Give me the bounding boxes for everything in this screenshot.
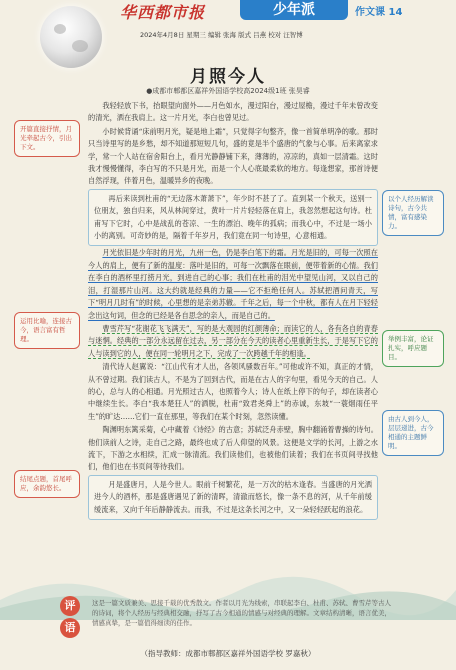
- moon-illustration: [40, 6, 102, 68]
- paragraph-1: 我轻轻放下书，抬眼望向窗外——月色如水，漫过阳台，漫过屋檐，漫过千年未曾改变的清光，洒在我肩上。这一片月光，李白也曾见过。: [88, 101, 378, 123]
- annotation-4: 结尾点题，首尾呼应，余韵悠长。: [14, 470, 80, 498]
- paragraph-4: 月光依旧是少年时的月光，九州一色，仍是李白笔下的霜。月光是旧的，可每一次照在今人的肩上，便有了新的温度：落叶是旧的，可每一次飘落在眼前，便带着新的心情。我们在李白的酒杯里打捞月光，到进自己的心事；我们在杜甫的泪光中望见山河，又以自己的泪，打湿那片山河。这大约就是经典的力量——它不拒绝任何人。苏轼把酒问青天，写下“明月几时有”的时候，心里想的是亲弟苏辙。千年之后，每一个中秋，都有人在月下轻轻念出这句词，但念的已经是各自思念的亲人，而是自己的。: [88, 248, 378, 320]
- annotation-2: 以个人经历解读诗句，古今共情，富有感染力。: [382, 190, 444, 236]
- paragraph-7: 陶渊明东篱采菊，心中藏着《诗经》的古意；苏轼泛舟赤壁，胸中翻涌着曹操的诗句。他们读前人之诗，走自己之路，最终也成了后人仰望的风景。这便是文学的长河，上游之水流下，下游之水相续，汇成一脉清流。我们读他们，也被他们读着；我们在书页间寻找他们，他们也在书页间等待我们。: [88, 425, 378, 472]
- column-badge: 少年派: [240, 0, 348, 20]
- annotation-6: 由古人到今人，层层递进，古今相通的主题鲜明。: [382, 410, 444, 456]
- teacher-comment: 这是一篇文质兼美、思接千载的优秀散文。作者以月光为线索，串联起李白、杜甫、苏轼、曹雪芹等古人的诗词，将个人经历与经典相交融，抒写了古今相通的情感与对经典的理解。文章结构清晰，语言优美，情感真挚，是一篇值得细读的佳作。: [92, 599, 391, 627]
- newspaper-logo: 华西都市报: [120, 3, 206, 22]
- issue-line: 2024年4月8日 星期三 编辑 张海 版式 吕燕 校对 汪智博: [140, 31, 303, 39]
- annotation-3: 运用比喻，连接古今，语言富有哲理。: [14, 312, 80, 349]
- comment-tag-char-1: 评: [60, 596, 80, 616]
- paragraph-8: 月是盛唐月，人是今世人。眼前千树繁花，是一万次的枯木逢春。当盛唐的月光洒进今人的酒杯，那是盛唐遇见了新的清晖，清澈而悠长，像一条不息的河，从千年前缓缓流来，又向千年后静静流去。而我，不过是这条长河之中，又一朵轻轻跃起的浪花。: [88, 475, 378, 520]
- annotation-5: 举例丰富，论证扎实，呼应题目。: [382, 330, 444, 367]
- article-byline: ●成都市郫都区嘉祥外国语学校高2024级1班 张昊睿: [146, 87, 310, 95]
- instructor-credit: （指导教师：成都市郫都区嘉祥外国语学校 罗嘉秋）: [140, 649, 316, 658]
- paragraph-5: 曹雪芹写“花谢花飞飞满天”，写的是大观园的红颜薄命；而读它的人，各有各自的青春与迷惘。经典的一部分永远留在过去，另一部分在今天的读者心里重新生长，于是写下它的人与读到它的人，便在同一轮明月之下，完成了一次跨越千年的相逢。: [88, 323, 378, 358]
- comment-tag: [60, 596, 86, 636]
- paragraph-6: 清代诗人赵翼说：“江山代有才人出，各领风骚数百年。”可他或许不知，真正的才情，从不曾过期。我们读古人，不是为了回到古代，而是在古人的字句里，看见今天的自己。人的心，总与人的心相通。月光照过古人，也照着今人；诗人在纸上停下的句子，却在读者心中继续生长。李白“我本楚狂人”的洒脱，杜甫“致君尧舜上”的赤诚，东坡“一蓑烟雨任平生”的旷达……它们一直在那里，等我们在某个时刻，忽然读懂。: [88, 362, 378, 421]
- article-body: [88, 100, 378, 521]
- annotation-1: 开篇直接抒情，月光牵起古今，引出下文。: [14, 120, 80, 157]
- page-header: [0, 0, 456, 44]
- paragraph-3: 再后来读到杜甫的“无边落木萧萧下”，年少时不甚了了。直到某一个秋天，送别一位朋友，独自归来，风从林间穿过，黄叶一片片轻轻落在肩上，我忽然想起这句诗。杜甫写下它时，心中是战乱的苍凉、一生的漂泊、晚年的孤病；而我心中，不过是一场小小的离别。可奇妙的是，隔着千年岁月，我们竟在同一句诗里，心意相通。: [88, 189, 378, 247]
- section-tag: 作文课 14: [355, 7, 403, 18]
- article-title: 月照今人: [190, 67, 266, 87]
- paragraph-2: 小时候背诵“床前明月光，疑是地上霜”，只觉得字句整齐，像一首简单明净的歌。那时只当诗里写的是乡愁，却不知道那短短几句，盛的竟是半个盛唐的气象与心事。后来离家求学，常一个人站在宿舍阳台上，看月光静静铺下来，薄薄的，凉凉的，真如一层清霜。这时我才慢慢懂得，李白写的不只是月光，而是一个人心底最柔软的地方。每逢想家，那首诗便自然浮现，伴着月色，温暖异乡的夜晚。: [88, 126, 378, 186]
- comment-tag-char-2: 语: [60, 618, 80, 638]
